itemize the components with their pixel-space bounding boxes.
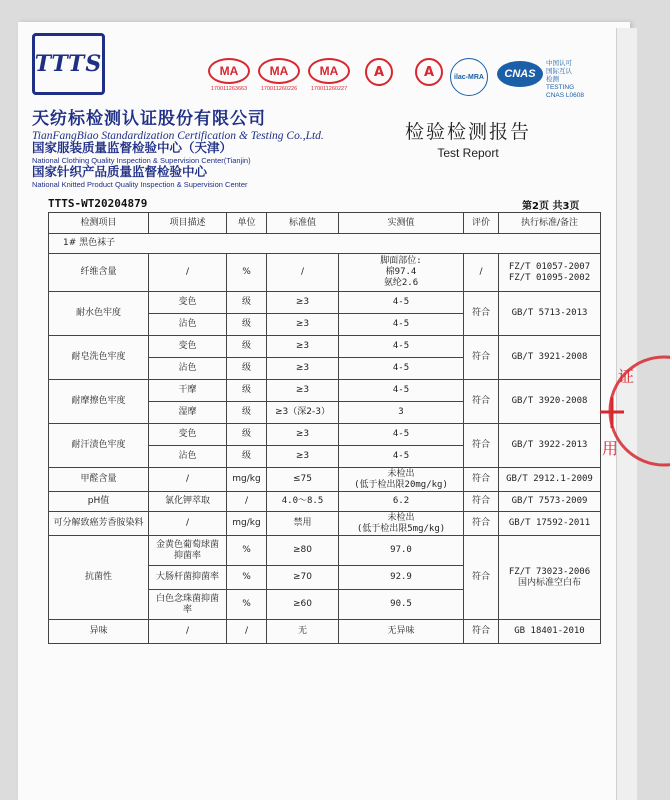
desc-line: 率 (182, 604, 192, 615)
item-desc: 氯化钾萃取 (149, 492, 227, 512)
col-header: 单位 (227, 213, 267, 234)
standard-ref: GB/T 2912.1-2009 (499, 468, 601, 492)
standard-value: ≤75 (267, 468, 339, 492)
table-row (49, 468, 601, 492)
standard-value: ≥3（深2-3） (267, 402, 339, 424)
test-item: 耐摩擦色牢度 (49, 380, 149, 424)
unit: 级 (227, 446, 267, 468)
cnas-line: CNAS L0608 (546, 92, 584, 99)
evaluation: 符合 (464, 620, 499, 644)
unit: / (227, 492, 267, 512)
cnas-line: TESTING (546, 84, 575, 91)
test-item: 可分解致癌芳香胺染料 (49, 512, 149, 536)
unit: / (227, 620, 267, 644)
item-desc: 变色 (149, 336, 227, 358)
cal-mark-2 (408, 58, 450, 86)
desc-line: 抑菌率 (173, 550, 201, 561)
test-item: 异味 (49, 620, 149, 644)
evaluation: / (464, 254, 499, 292)
item-desc: 沾色 (149, 446, 227, 468)
evaluation: 符合 (464, 492, 499, 512)
test-item: 耐皂洗色牢度 (49, 336, 149, 380)
item-desc (149, 536, 227, 566)
table-row (49, 336, 601, 358)
desc-line: 金黄色葡萄球菌 (155, 539, 219, 550)
unit: mg/kg (227, 468, 267, 492)
unit: % (227, 536, 267, 566)
unit: 级 (227, 358, 267, 380)
ref-line: FZ/T 73023-2006 (508, 566, 591, 577)
cma-number: 170011260226 (260, 86, 298, 92)
measured-value: 4-5 (339, 358, 464, 380)
item-desc: 干摩 (149, 380, 227, 402)
standard-ref: GB/T 3921-2008 (499, 336, 601, 380)
sample-row (49, 234, 601, 254)
table-row (49, 492, 601, 512)
evaluation: 符合 (464, 512, 499, 536)
standard-ref: GB/T 3920-2008 (499, 380, 601, 424)
clothing-center-cn: 国家服装质量监督检验中心（天津） (32, 140, 233, 155)
cnas-line: 国际互认 (546, 68, 572, 75)
measured-line: (低于检出限20mg/kg) (354, 479, 448, 490)
standard-value: / (267, 254, 339, 292)
measured-value: 4-5 (339, 292, 464, 314)
standard-value: ≥3 (267, 446, 339, 468)
col-header: 标准值 (267, 213, 339, 234)
measured-value: 6.2 (339, 492, 464, 512)
test-item: 纤维含量 (49, 254, 149, 292)
report-title (388, 117, 548, 160)
measured-value: 4-5 (339, 336, 464, 358)
cal-mark-1 (358, 58, 400, 86)
knitted-center (32, 162, 248, 189)
cma-mark-3 (308, 58, 350, 92)
report-title-en: Test Report (437, 146, 499, 160)
standard-value: ≥80 (267, 536, 339, 566)
item-desc: / (149, 620, 227, 644)
table-row (49, 620, 601, 644)
test-item: 耐汗渍色牢度 (49, 424, 149, 468)
knitted-center-cn: 国家针织产品质量监督检验中心 (32, 164, 208, 179)
clothing-center (32, 138, 251, 165)
standard-value: ≥3 (267, 314, 339, 336)
unit: % (227, 254, 267, 292)
cal-icon: A (365, 58, 393, 86)
item-desc: 湿摩 (149, 402, 227, 424)
cma-icon: MA (308, 58, 350, 84)
ttts-logo (32, 33, 105, 95)
red-seal-stamp (592, 352, 670, 470)
cma-icon: MA (258, 58, 300, 84)
measured-value (339, 254, 464, 292)
desc-line: 白色念珠菌抑菌 (155, 593, 219, 604)
standard-value: 4.0～8.5 (267, 492, 339, 512)
standard-ref: GB/T 17592-2011 (499, 512, 601, 536)
unit: 级 (227, 380, 267, 402)
standard-ref (499, 254, 601, 292)
measured-value: 4-5 (339, 446, 464, 468)
cnas-logo-icon: CNAS (497, 61, 543, 87)
item-desc: 大肠杆菌抑菌率 (149, 566, 227, 590)
measured-value: 4-5 (339, 314, 464, 336)
cnas-line: 中国认可 (546, 60, 572, 67)
report-number: TTTS-WT20204879 (48, 197, 148, 210)
test-item: 抗菌性 (49, 536, 149, 620)
standard-ref: GB/T 5713-2013 (499, 292, 601, 336)
unit: 级 (227, 292, 267, 314)
certification-marks (208, 58, 450, 92)
stamp-char: 用 (602, 439, 619, 458)
unit: 级 (227, 336, 267, 358)
standard-value: ≥60 (267, 590, 339, 620)
knitted-center-en: National Knitted Product Quality Inspection & Supervision Center (32, 180, 248, 189)
ref-line: 国内标准空白布 (517, 577, 581, 588)
standard-value: ≥3 (267, 336, 339, 358)
table-row (49, 292, 601, 314)
unit: % (227, 566, 267, 590)
test-results-table (48, 212, 601, 644)
evaluation: 符合 (464, 380, 499, 424)
sample-name: 1# 黑色袜子 (49, 234, 601, 254)
unit: % (227, 590, 267, 620)
measured-line: (低于检出限5mg/kg) (356, 523, 446, 534)
cma-mark-1 (208, 58, 250, 92)
standard-value: 禁用 (267, 512, 339, 536)
item-desc: 沾色 (149, 314, 227, 336)
unit: 级 (227, 424, 267, 446)
measured-value: 4-5 (339, 380, 464, 402)
company-name-block (32, 104, 324, 142)
evaluation: 符合 (464, 292, 499, 336)
unit: mg/kg (227, 512, 267, 536)
col-header: 检测项目 (49, 213, 149, 234)
standard-value: ≥3 (267, 380, 339, 402)
test-item: 耐水色牢度 (49, 292, 149, 336)
evaluation: 符合 (464, 468, 499, 492)
measured-value (339, 512, 464, 536)
col-header: 项目描述 (149, 213, 227, 234)
ttts-logo-text: TTTS (34, 51, 103, 77)
ref-line: FZ/T 01057-2007 (508, 261, 591, 272)
clothing-center-en: National Clothing Quality Inspection & Supervision Center(Tianjin) (32, 156, 251, 165)
test-item: pH值 (49, 492, 149, 512)
table-row (49, 254, 601, 292)
standard-value: ≥3 (267, 292, 339, 314)
cma-number: 170011260227 (310, 86, 348, 92)
table-row (49, 512, 601, 536)
measured-value: 4-5 (339, 424, 464, 446)
item-desc: / (149, 512, 227, 536)
col-header: 评价 (464, 213, 499, 234)
ilac-mra-icon: ilac-MRA (450, 58, 488, 96)
col-header: 执行标准/备注 (499, 213, 601, 234)
table-row (49, 536, 601, 566)
cma-number: 170011263663 (210, 86, 248, 92)
standard-value: ≥70 (267, 566, 339, 590)
cnas-accreditation-text (546, 60, 584, 100)
unit: 级 (227, 402, 267, 424)
standard-value: ≥3 (267, 358, 339, 380)
standard-value: ≥3 (267, 424, 339, 446)
company-name-cn: 天纺标检测认证股份有限公司 (32, 109, 266, 129)
table-row (49, 380, 601, 402)
item-desc: 变色 (149, 424, 227, 446)
measured-line: 棉97.4 (385, 267, 417, 277)
standard-ref: GB 18401-2010 (499, 620, 601, 644)
standard-ref: GB/T 7573-2009 (499, 492, 601, 512)
item-desc: / (149, 468, 227, 492)
measured-line: 脚面部位: (380, 256, 422, 266)
report-title-cn: 检验检测报告 (404, 121, 531, 143)
standard-value: 无 (267, 620, 339, 644)
item-desc (149, 590, 227, 620)
item-desc: / (149, 254, 227, 292)
measured-value (339, 468, 464, 492)
cal-icon: A (415, 58, 443, 86)
evaluation: 符合 (464, 424, 499, 468)
measured-value: 92.9 (339, 566, 464, 590)
cma-mark-2 (258, 58, 300, 92)
standard-ref: GB/T 3922-2013 (499, 424, 601, 468)
table-row (49, 424, 601, 446)
stamp-char: 证 (618, 367, 635, 386)
measured-value: 90.5 (339, 590, 464, 620)
measured-line: 未检出 (387, 468, 415, 479)
measured-value: 3 (339, 402, 464, 424)
evaluation: 符合 (464, 536, 499, 620)
measured-value: 无异味 (339, 620, 464, 644)
test-item: 甲醛含量 (49, 468, 149, 492)
unit: 级 (227, 314, 267, 336)
measured-value: 97.0 (339, 536, 464, 566)
measured-line: 氨纶2.6 (383, 278, 419, 288)
measured-line: 未检出 (387, 512, 415, 523)
col-header: 实测值 (339, 213, 464, 234)
cma-icon: MA (208, 58, 250, 84)
page-indicator: 第2页 共3页 (522, 201, 580, 212)
standard-ref (499, 536, 601, 620)
ref-line: FZ/T 01095-2002 (508, 272, 591, 283)
company-name-en: TianFangBiao Standardization Certification & Testing Co.,Ltd. (32, 130, 324, 142)
item-desc: 沾色 (149, 358, 227, 380)
item-desc: 变色 (149, 292, 227, 314)
cnas-line: 检测 (546, 76, 559, 83)
table-header-row (49, 213, 601, 234)
evaluation: 符合 (464, 336, 499, 380)
